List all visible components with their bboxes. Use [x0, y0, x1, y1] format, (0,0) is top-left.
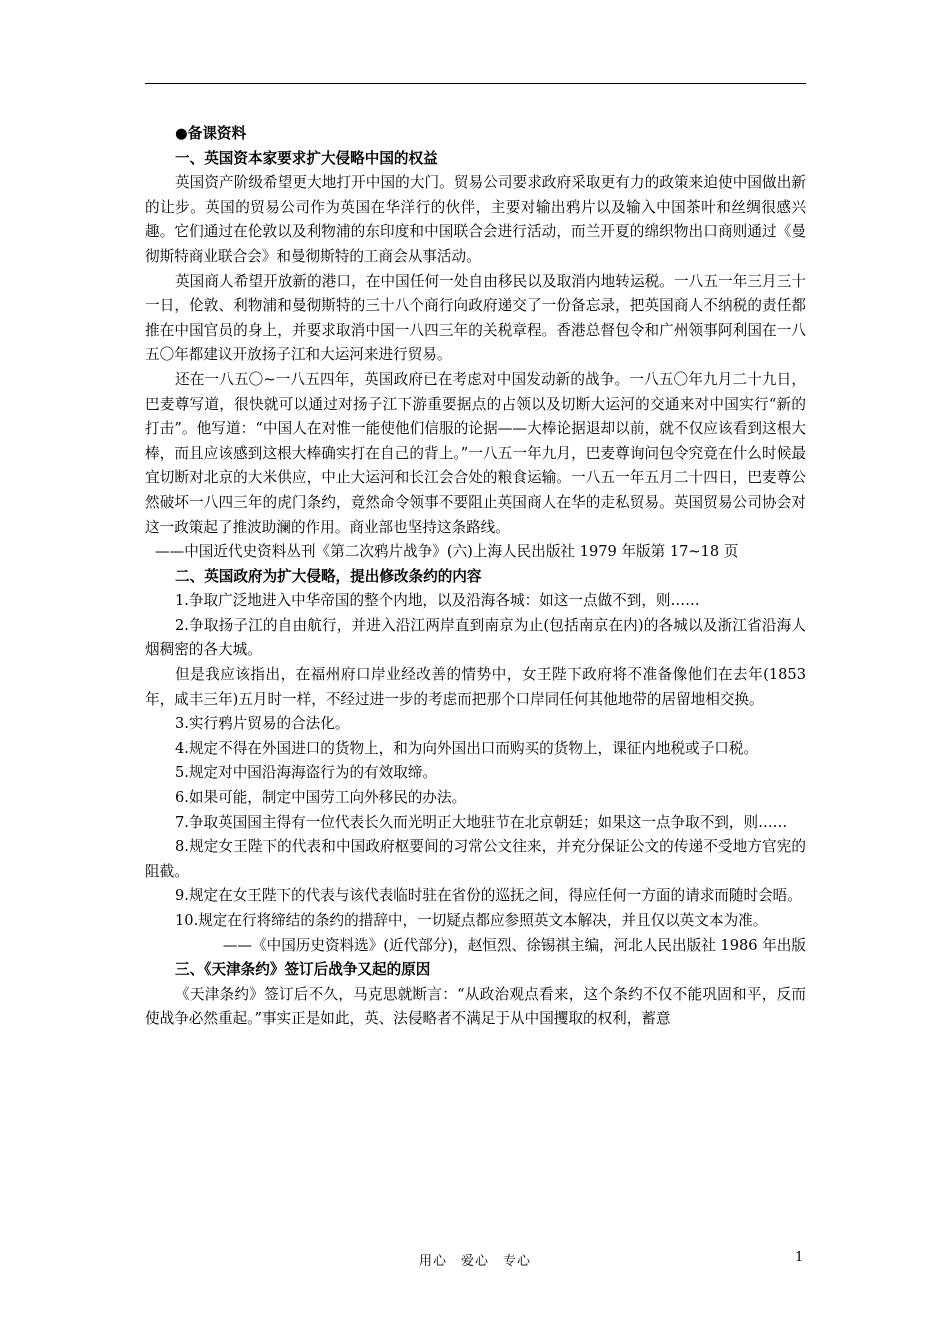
- part1-paragraph: 英国资产阶级希望更大地打开中国的大门。贸易公司要求政府采取更有力的政策来迫使中国做出新的让步。英国的贸易公司作为英国在华洋行的伙伴，主要对输出鸦片以及输入中国茶叶和丝绸很感兴趣。它们通过在伦敦以及利物浦的东印度和中国联合会进行活动，而兰开夏的绵织物出口商则通过《曼彻斯特商业联合会》和曼彻斯特的工商会从事活动。: [145, 174, 806, 265]
- page-number: 1: [795, 1250, 804, 1265]
- part2-item: 但是我应该指出，在福州府口岸业经改善的情势中，女王陛下政府将不准备像他们在去年(1853 年，咸丰三年)五月时一样，不经过进一步的考虑而把那个口岸同任何其他地带的居留地相交换。: [145, 666, 806, 708]
- part2-heading: 二、英国政府为扩大侵略，提出修改条约的内容: [175, 567, 482, 585]
- section-title: ●备课资料: [175, 125, 247, 142]
- part3-heading: 三、《天津条约》签订后战争又起的原因: [175, 961, 431, 979]
- part1-heading: 一、英国资本家要求扩大侵略中国的权益: [175, 149, 438, 167]
- part2-item: 5.规定对中国沿海海盗行为的有效取缔。: [175, 764, 438, 782]
- part2-item: 10.规定在行将缔结的条约的措辞中，一切疑点都应参照英文本解决，并且仅以英文本为准。: [175, 912, 768, 929]
- part1-citation: ——中国近代史资料丛刊《第二次鸦片战争》(六)上海人民出版社 1979 年版第 17~18 页: [155, 543, 739, 561]
- header-rule: [145, 83, 806, 84]
- part2-item: 8.规定女王陛下的代表和中国政府枢要间的习常公文往来，并充分保证公文的传递不受地方官宪的阻截。: [145, 838, 806, 880]
- part2-item: 6.如果可能，制定中国劳工向外移民的办法。: [175, 789, 467, 807]
- part2-citation: ——《中国历史资料选》(近代部分)，赵恒烈、徐锡祺主编，河北人民出版社 1986 年出版: [222, 936, 806, 954]
- part2-item: 1.争取广泛地进入中华帝国的整个内地，以及沿海各城：如这一点做不到，则……: [175, 592, 700, 610]
- part2-item: 2.争取扬子江的自由航行，并进入沿江两岸直到南京为止(包括南京在内)的各城以及浙江省沿海人烟稠密的各大城。: [145, 616, 806, 659]
- part2-item: 9.规定在女王陛下的代表与该代表临时驻在省份的巡抚之间，得应任何一方面的请求而随时会晤。: [175, 887, 802, 905]
- document-body: [145, 122, 806, 1032]
- part2-item: 3.实行鸦片贸易的合法化。: [175, 715, 350, 733]
- part2-item: 4.规定不得在外国进口的货物上，和为向外国出口而购买的货物上，课征内地税或子口税。: [175, 739, 759, 757]
- part1-paragraph: 还在一八五〇~一八五四年，英国政府已在考虑对中国发动新的战争。一八五〇年九月二十九日，巴麦尊写道，很快就可以通过对扬子江下游重要据点的占领以及切断大运河的交通来对中国实行“新的打击”。他写道：“中国人在对惟一能使他们信服的论据——大棒论据退却以前，就不仅应该看到这根大棒，而且应该感到这根大棒确实打在自己的背上。”一八五一年九月，巴麦尊询问包令究竟在什么时候最宜切断对北京的大米供应，中止大运河和长江会合处的粮食运输。一八五一年五月二十四日，巴麦尊公然破坏一八四三年的虎门条约，竟然命令领事不要阻止英国商人在华的走私贸易。英国贸易公司协会对这一政策起了推波助澜的作用。商业部也坚持这条路线。: [145, 370, 806, 536]
- part1-paragraph: 英国商人希望开放新的港口，在中国任何一处自由移民以及取消内地转运税。一八五一年三月三十一日，伦敦、利物浦和曼彻斯特的三十八个商行向政府递交了一份备忘录，把英国商人不纳税的责任都推在中国官员的身上，并要求取消中国一八四三年的关税章程。香港总督包令和广州领事阿利国在一八五〇年都建议开放扬子江和大运河来进行贸易。: [145, 272, 806, 364]
- part3-paragraph: 《天津条约》签订后不久，马克思就断言：“从政治观点看来，这个条约不仅不能巩固和平，反而使战争必然重起。”事实正是如此，英、法侵略者不满足于从中国攫取的权利，蓄意: [145, 985, 806, 1028]
- part2-item: 7.争取英国国主得有一位代表长久而光明正大地驻节在北京朝廷；如果这一点争取不到，则……: [175, 813, 788, 831]
- footer-motto: 用心 爱心 专心: [418, 1254, 531, 1269]
